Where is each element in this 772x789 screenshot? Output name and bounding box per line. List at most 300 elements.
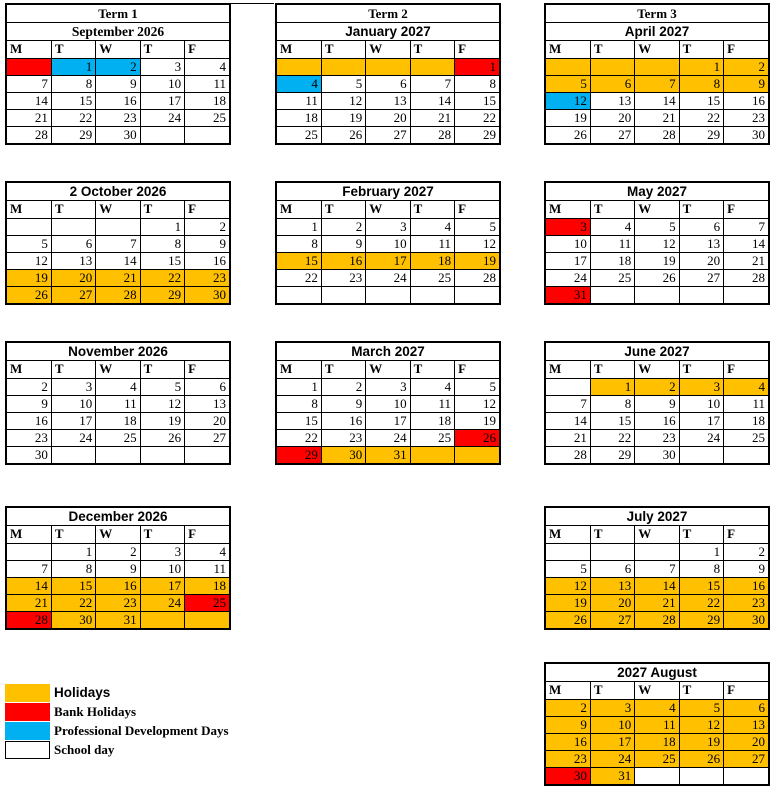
day-cell: 11: [590, 235, 634, 252]
weekday-header-row: [7, 41, 229, 58]
day-cell: [455, 286, 499, 303]
day-cell: 11: [410, 235, 454, 252]
day-cell: 29: [277, 446, 321, 463]
day-cell: 22: [140, 269, 184, 286]
day-cell: 25: [410, 429, 454, 446]
day-cell: 14: [7, 577, 51, 594]
day-cell: 24: [366, 269, 410, 286]
day-cell: [140, 611, 184, 628]
day-cell: 9: [724, 560, 768, 577]
day-cell: [546, 543, 590, 560]
day-cell: 12: [321, 92, 365, 109]
day-cell: 21: [7, 109, 51, 126]
weekday-header: F: [185, 201, 229, 218]
day-cell: 12: [455, 235, 499, 252]
month-grid: [546, 41, 768, 143]
legend-label: School day: [54, 741, 115, 757]
day-cell: [277, 58, 321, 75]
day-cell: 28: [7, 611, 51, 628]
day-cell: 3: [140, 543, 184, 560]
day-cell: 2: [724, 543, 768, 560]
day-cell: 4: [410, 218, 454, 235]
weekday-header: T: [590, 361, 634, 378]
day-cell: 19: [546, 594, 590, 611]
day-cell: 21: [96, 269, 140, 286]
day-cell: 24: [140, 109, 184, 126]
weekday-header: W: [635, 682, 679, 699]
week-row: [7, 429, 229, 446]
day-cell: 27: [185, 429, 229, 446]
week-row: [7, 611, 229, 628]
day-cell: 16: [546, 733, 590, 750]
week-row: [277, 378, 499, 395]
weekday-header-row: [546, 682, 768, 699]
day-cell: [590, 286, 634, 303]
week-row: [546, 560, 768, 577]
weekday-header: W: [366, 201, 410, 218]
day-cell: 13: [185, 395, 229, 412]
month-grid: [277, 201, 499, 303]
day-cell: 26: [7, 286, 51, 303]
day-cell: [724, 446, 768, 463]
day-cell: 23: [185, 269, 229, 286]
calendar-april-2027: [544, 3, 770, 145]
weekday-header: W: [366, 41, 410, 58]
week-row: [546, 733, 768, 750]
legend-item-bank-holidays: [5, 702, 229, 721]
day-cell: 23: [96, 109, 140, 126]
day-cell: 20: [590, 109, 634, 126]
day-cell: 24: [366, 429, 410, 446]
day-cell: 15: [51, 577, 95, 594]
day-cell: 1: [140, 218, 184, 235]
day-cell: 26: [546, 126, 590, 143]
day-cell: 15: [277, 252, 321, 269]
week-row: [7, 235, 229, 252]
week-row: [277, 252, 499, 269]
weekday-header: T: [321, 41, 365, 58]
day-cell: 26: [455, 429, 499, 446]
day-cell: 4: [185, 58, 229, 75]
week-row: [546, 699, 768, 716]
day-cell: 1: [277, 218, 321, 235]
weekday-header: F: [185, 526, 229, 543]
day-cell: 24: [590, 750, 634, 767]
day-cell: [679, 286, 723, 303]
month-grid: [7, 361, 229, 463]
day-cell: 26: [635, 269, 679, 286]
day-cell: 18: [724, 412, 768, 429]
day-cell: 8: [277, 235, 321, 252]
calendar-january-2027: [275, 3, 501, 145]
legend-item-holidays: [5, 683, 229, 702]
legend-swatch-pd-days: [5, 722, 50, 740]
day-cell: [96, 218, 140, 235]
day-cell: 10: [590, 716, 634, 733]
day-cell: 20: [679, 252, 723, 269]
day-cell: 19: [321, 109, 365, 126]
day-cell: 2: [96, 58, 140, 75]
month-grid: [7, 201, 229, 303]
day-cell: 23: [546, 750, 590, 767]
day-cell: 17: [51, 412, 95, 429]
day-cell: 10: [51, 395, 95, 412]
day-cell: 6: [590, 75, 634, 92]
day-cell: 9: [7, 395, 51, 412]
weekday-header: F: [455, 41, 499, 58]
day-cell: 14: [96, 252, 140, 269]
day-cell: 13: [51, 252, 95, 269]
day-cell: 16: [724, 92, 768, 109]
day-cell: [321, 58, 365, 75]
term-heading: Term 1: [7, 5, 229, 23]
calendar-march-2027: [275, 341, 501, 465]
day-cell: 12: [7, 252, 51, 269]
day-cell: 5: [546, 560, 590, 577]
day-cell: 6: [724, 699, 768, 716]
legend-swatch-school-day: [5, 741, 50, 759]
day-cell: 17: [590, 733, 634, 750]
day-cell: 31: [590, 767, 634, 784]
day-cell: 29: [679, 611, 723, 628]
week-row: [7, 92, 229, 109]
weekday-header: F: [724, 682, 768, 699]
day-cell: 24: [546, 269, 590, 286]
week-row: [7, 594, 229, 611]
day-cell: [590, 543, 634, 560]
weekday-header-row: [277, 361, 499, 378]
day-cell: 19: [455, 412, 499, 429]
day-cell: [410, 58, 454, 75]
day-cell: [140, 446, 184, 463]
day-cell: 18: [635, 733, 679, 750]
day-cell: 15: [277, 412, 321, 429]
day-cell: [51, 446, 95, 463]
weekday-header: M: [546, 526, 590, 543]
weekday-header: M: [546, 682, 590, 699]
day-cell: 17: [140, 92, 184, 109]
day-cell: 13: [724, 716, 768, 733]
day-cell: 25: [185, 594, 229, 611]
day-cell: 20: [185, 412, 229, 429]
week-row: [546, 378, 768, 395]
day-cell: 5: [321, 75, 365, 92]
day-cell: 13: [679, 235, 723, 252]
day-cell: 27: [590, 126, 634, 143]
day-cell: 2: [7, 378, 51, 395]
legend-label: Professional Development Days: [54, 722, 229, 738]
day-cell: 21: [635, 594, 679, 611]
day-cell: 8: [51, 75, 95, 92]
day-cell: 23: [635, 429, 679, 446]
weekday-header: T: [410, 201, 454, 218]
weekday-header: F: [724, 526, 768, 543]
day-cell: 1: [679, 58, 723, 75]
day-cell: 22: [51, 594, 95, 611]
day-cell: 26: [679, 750, 723, 767]
day-cell: 16: [321, 252, 365, 269]
day-cell: 7: [546, 395, 590, 412]
day-cell: 20: [724, 733, 768, 750]
month-title: March 2027: [277, 343, 499, 361]
day-cell: 10: [546, 235, 590, 252]
month-title: September 2026: [7, 23, 229, 41]
month-grid: [546, 526, 768, 628]
term-heading: Term 2: [277, 5, 499, 23]
day-cell: 8: [679, 75, 723, 92]
day-cell: 9: [185, 235, 229, 252]
week-row: [546, 269, 768, 286]
day-cell: 22: [455, 109, 499, 126]
weekday-header: W: [635, 41, 679, 58]
day-cell: 8: [140, 235, 184, 252]
week-row: [277, 429, 499, 446]
day-cell: 16: [635, 412, 679, 429]
day-cell: [679, 767, 723, 784]
day-cell: 29: [51, 126, 95, 143]
day-cell: 25: [185, 109, 229, 126]
day-cell: 22: [51, 109, 95, 126]
month-title: May 2027: [546, 183, 768, 201]
weekday-header: M: [546, 201, 590, 218]
day-cell: 27: [724, 750, 768, 767]
weekday-header: T: [321, 201, 365, 218]
day-cell: 6: [366, 75, 410, 92]
day-cell: [546, 58, 590, 75]
calendar-august-2027: [544, 662, 770, 786]
day-cell: 14: [7, 92, 51, 109]
day-cell: 21: [724, 252, 768, 269]
day-cell: [321, 286, 365, 303]
day-cell: 25: [277, 126, 321, 143]
weekday-header: T: [51, 361, 95, 378]
day-cell: [140, 126, 184, 143]
month-grid: [277, 41, 499, 143]
term-heading: Term 3: [546, 5, 768, 23]
week-row: [7, 412, 229, 429]
day-cell: 25: [96, 429, 140, 446]
day-cell: 18: [185, 92, 229, 109]
day-cell: 14: [546, 412, 590, 429]
day-cell: [7, 218, 51, 235]
weekday-header: T: [140, 201, 184, 218]
weekday-header: F: [185, 41, 229, 58]
day-cell: 30: [51, 611, 95, 628]
day-cell: 3: [679, 378, 723, 395]
day-cell: 19: [679, 733, 723, 750]
day-cell: 2: [321, 218, 365, 235]
day-cell: 27: [51, 286, 95, 303]
week-row: [546, 446, 768, 463]
day-cell: 12: [546, 577, 590, 594]
day-cell: 12: [635, 235, 679, 252]
day-cell: 10: [679, 395, 723, 412]
weekday-header: T: [679, 361, 723, 378]
day-cell: 7: [410, 75, 454, 92]
day-cell: 5: [635, 218, 679, 235]
day-cell: 2: [724, 58, 768, 75]
day-cell: 20: [590, 594, 634, 611]
day-cell: 8: [679, 560, 723, 577]
day-cell: 23: [321, 269, 365, 286]
day-cell: 18: [96, 412, 140, 429]
calendar-may-2027: [544, 181, 770, 305]
day-cell: [185, 446, 229, 463]
week-row: [7, 560, 229, 577]
week-row: [7, 109, 229, 126]
day-cell: 6: [51, 235, 95, 252]
day-cell: 2: [185, 218, 229, 235]
week-row: [277, 218, 499, 235]
week-row: [546, 767, 768, 784]
day-cell: 19: [455, 252, 499, 269]
week-row: [277, 92, 499, 109]
week-row: [7, 126, 229, 143]
day-cell: 3: [140, 58, 184, 75]
month-grid: [546, 201, 768, 303]
month-title: 2 October 2026: [7, 183, 229, 201]
weekday-header-row: [277, 41, 499, 58]
month-title: January 2027: [277, 23, 499, 41]
month-title: April 2027: [546, 23, 768, 41]
day-cell: 10: [140, 75, 184, 92]
month-title: November 2026: [7, 343, 229, 361]
day-cell: 10: [140, 560, 184, 577]
day-cell: 1: [455, 58, 499, 75]
weekday-header: T: [140, 41, 184, 58]
weekday-header: T: [321, 361, 365, 378]
day-cell: 15: [590, 412, 634, 429]
day-cell: 5: [679, 699, 723, 716]
day-cell: 21: [410, 109, 454, 126]
week-row: [7, 577, 229, 594]
day-cell: 1: [590, 378, 634, 395]
week-row: [546, 109, 768, 126]
day-cell: 7: [724, 218, 768, 235]
day-cell: 30: [546, 767, 590, 784]
day-cell: 26: [140, 429, 184, 446]
week-row: [7, 218, 229, 235]
day-cell: 15: [679, 92, 723, 109]
weekday-header: F: [185, 361, 229, 378]
legend-label: Holidays: [54, 685, 111, 700]
weekday-header-row: [546, 201, 768, 218]
day-cell: 28: [410, 126, 454, 143]
weekday-header: T: [410, 361, 454, 378]
day-cell: 8: [277, 395, 321, 412]
day-cell: [724, 286, 768, 303]
day-cell: 4: [96, 378, 140, 395]
weekday-header: T: [140, 526, 184, 543]
day-cell: 17: [546, 252, 590, 269]
week-row: [7, 252, 229, 269]
day-cell: 15: [679, 577, 723, 594]
day-cell: 28: [635, 611, 679, 628]
day-cell: 5: [7, 235, 51, 252]
day-cell: 27: [366, 126, 410, 143]
day-cell: 18: [410, 252, 454, 269]
day-cell: 2: [546, 699, 590, 716]
day-cell: 28: [546, 446, 590, 463]
week-row: [546, 395, 768, 412]
day-cell: 25: [635, 750, 679, 767]
day-cell: 18: [590, 252, 634, 269]
week-row: [546, 594, 768, 611]
day-cell: 27: [590, 611, 634, 628]
day-cell: 19: [635, 252, 679, 269]
day-cell: 19: [140, 412, 184, 429]
week-row: [7, 58, 229, 75]
day-cell: 17: [366, 252, 410, 269]
month-grid: [7, 41, 229, 143]
day-cell: [546, 378, 590, 395]
day-cell: 30: [321, 446, 365, 463]
weekday-header: W: [366, 361, 410, 378]
day-cell: 26: [546, 611, 590, 628]
day-cell: 5: [455, 378, 499, 395]
week-row: [7, 75, 229, 92]
day-cell: [51, 218, 95, 235]
day-cell: 11: [185, 560, 229, 577]
day-cell: 16: [321, 412, 365, 429]
week-row: [546, 577, 768, 594]
day-cell: 21: [7, 594, 51, 611]
weekday-header-row: [546, 526, 768, 543]
day-cell: 9: [321, 395, 365, 412]
legend-swatch-bank-holidays: [5, 703, 50, 721]
week-row: [546, 543, 768, 560]
day-cell: 4: [185, 543, 229, 560]
day-cell: 13: [590, 577, 634, 594]
week-row: [546, 252, 768, 269]
day-cell: 1: [277, 378, 321, 395]
day-cell: 23: [96, 594, 140, 611]
day-cell: 25: [724, 429, 768, 446]
day-cell: 28: [635, 126, 679, 143]
month-grid: [277, 361, 499, 463]
week-row: [546, 716, 768, 733]
day-cell: 11: [185, 75, 229, 92]
weekday-header-row: [546, 361, 768, 378]
legend-item-pd-days: [5, 721, 229, 740]
day-cell: 26: [321, 126, 365, 143]
day-cell: 30: [724, 126, 768, 143]
day-cell: 25: [410, 269, 454, 286]
week-row: [7, 286, 229, 303]
weekday-header: M: [277, 201, 321, 218]
day-cell: 23: [7, 429, 51, 446]
day-cell: [277, 286, 321, 303]
weekday-header-row: [277, 201, 499, 218]
day-cell: 12: [140, 395, 184, 412]
day-cell: 10: [366, 395, 410, 412]
month-grid: [7, 526, 229, 628]
week-row: [277, 126, 499, 143]
day-cell: 9: [321, 235, 365, 252]
day-cell: 4: [410, 378, 454, 395]
weekday-header: M: [546, 361, 590, 378]
day-cell: [366, 58, 410, 75]
week-row: [546, 750, 768, 767]
day-cell: 5: [140, 378, 184, 395]
day-cell: 1: [51, 543, 95, 560]
day-cell: 9: [724, 75, 768, 92]
weekday-header: T: [590, 526, 634, 543]
day-cell: 13: [590, 92, 634, 109]
week-row: [277, 109, 499, 126]
day-cell: 6: [679, 218, 723, 235]
day-cell: 24: [51, 429, 95, 446]
